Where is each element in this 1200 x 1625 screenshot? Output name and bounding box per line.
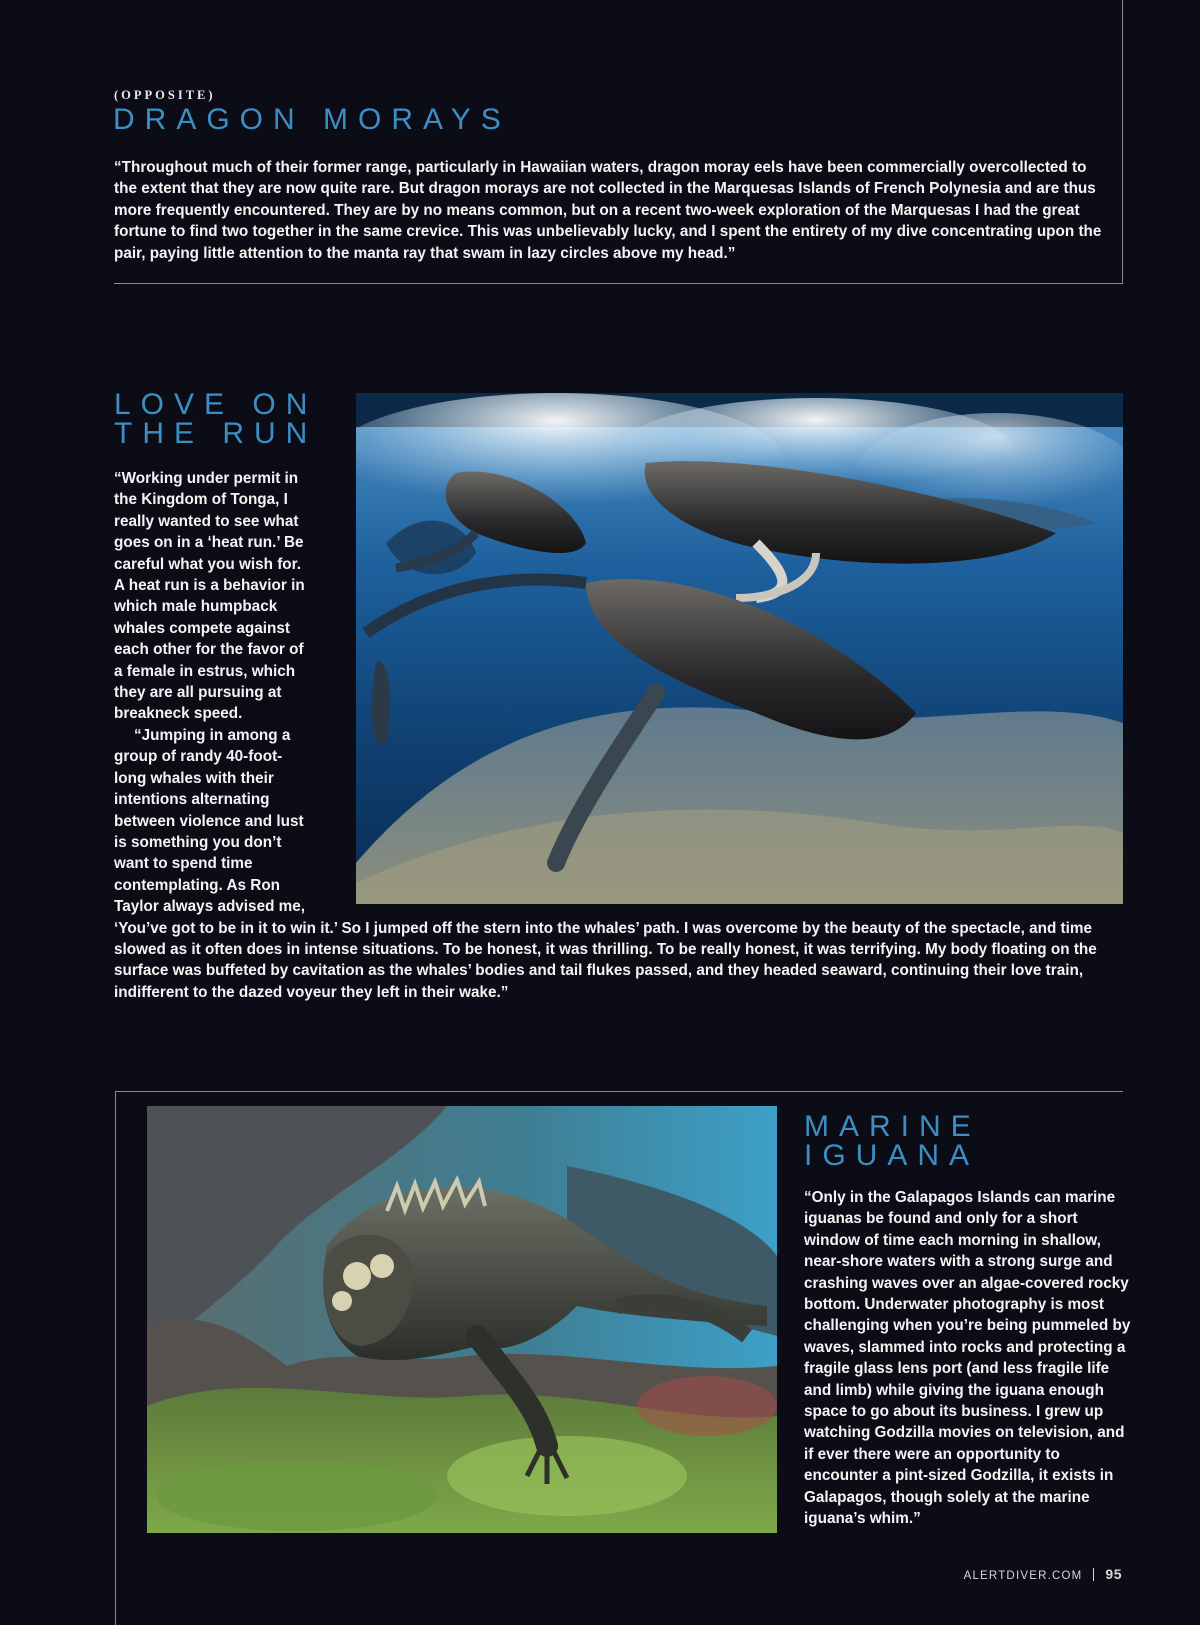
caption-paragraph-1: “Working under permit in the Kingdom of Tonga, I really wanted to see what goes on in a ‘heat run.’ Be careful what you wish for. A heat run is a behavior in which male humpback whales compete against each other for the favor of a female in estrus, which they are all pursuing at breakneck speed.: [114, 470, 305, 723]
marine-iguana-heading: [804, 1112, 1124, 1170]
bottom-box-left-rule: [115, 1091, 116, 1625]
page-number: 95: [1105, 1566, 1122, 1582]
section-kicker: (OPPOSITE): [114, 88, 216, 102]
dragon-morays-caption: “Throughout much of their former range, particularly in Hawaiian waters, dragon moray eels have been commercially overcollected to the extent that they are now quite rare. But dragon morays are not collected in the Marquesas Islands of French Polynesia and are thus more frequently encountered. They are by no means common, but on a recent two-week exploration of the Marquesas I had the great fortune to find two together in the same crevice. This was unbelievably lucky, and I spent the entirety of my dive concentrating upon the pair, paying little attention to the manta ray that swam in lazy circles above my head.”: [114, 159, 1102, 262]
heading-line-1: LOVE ON: [114, 388, 318, 421]
heading-line-2: IGUANA: [804, 1139, 980, 1172]
marine-iguana-caption: “Only in the Galapagos Islands can marine iguanas be found and only for a short window of time each morning in shallow, near-shore waters with a strong surge and crashing waves over an algae-covered rocky bottom. Underwater photography is most challenging when you’re being pummeled by waves, slammed into rocks and protecting a fragile glass lens port (and less fragile life and limb) while giving the iguana enough space to go about its business. I grew up watching Godzilla movies on television, and if ever there were an opportunity to encounter a pint-sized Godzilla, it exists in Galapagos, though solely at the marine iguana’s whim.”: [804, 1189, 1131, 1528]
photo-wrap-spacer: [310, 468, 1124, 904]
caption-paragraph-2: “Jumping in among a group of randy 40-foot-long whales with their intentions alternating between violence and lust is something you don’t want to spend time contemplating. As Ron Taylor always advised me, ‘You’ve got to be in it to win it.’ So I jumped off the stern into the whales’ path. I was overcome by the beauty of the spectacle, and time slowed as it often does in intense situations. To be honest, it was thrilling. To be really honest, it was terrifying. My body floating on the surface was buffeted by cavitation as the whales’ bodies and tail flukes passed, and they headed seaward, continuing their love train, indifferent to the dazed voyeur they left in their wake.”: [114, 726, 1097, 1001]
heading-line-2: THE RUN: [114, 417, 318, 450]
site-url: ALERTDIVER.COM: [963, 1570, 1083, 1582]
love-on-the-run-caption: [114, 468, 1124, 1003]
footer-divider: [1093, 1568, 1094, 1581]
top-box-right-rule: [1122, 0, 1123, 284]
dragon-morays-heading: DRAGON MORAYS: [113, 103, 511, 136]
love-on-the-run-heading: [114, 390, 354, 448]
top-box-bottom-rule: [114, 283, 1123, 284]
bottom-box-top-rule: [115, 1091, 1123, 1092]
heading-line-1: MARINE: [804, 1110, 981, 1143]
page-footer: [964, 1566, 1122, 1582]
marine-iguana-photo: [147, 1106, 777, 1533]
